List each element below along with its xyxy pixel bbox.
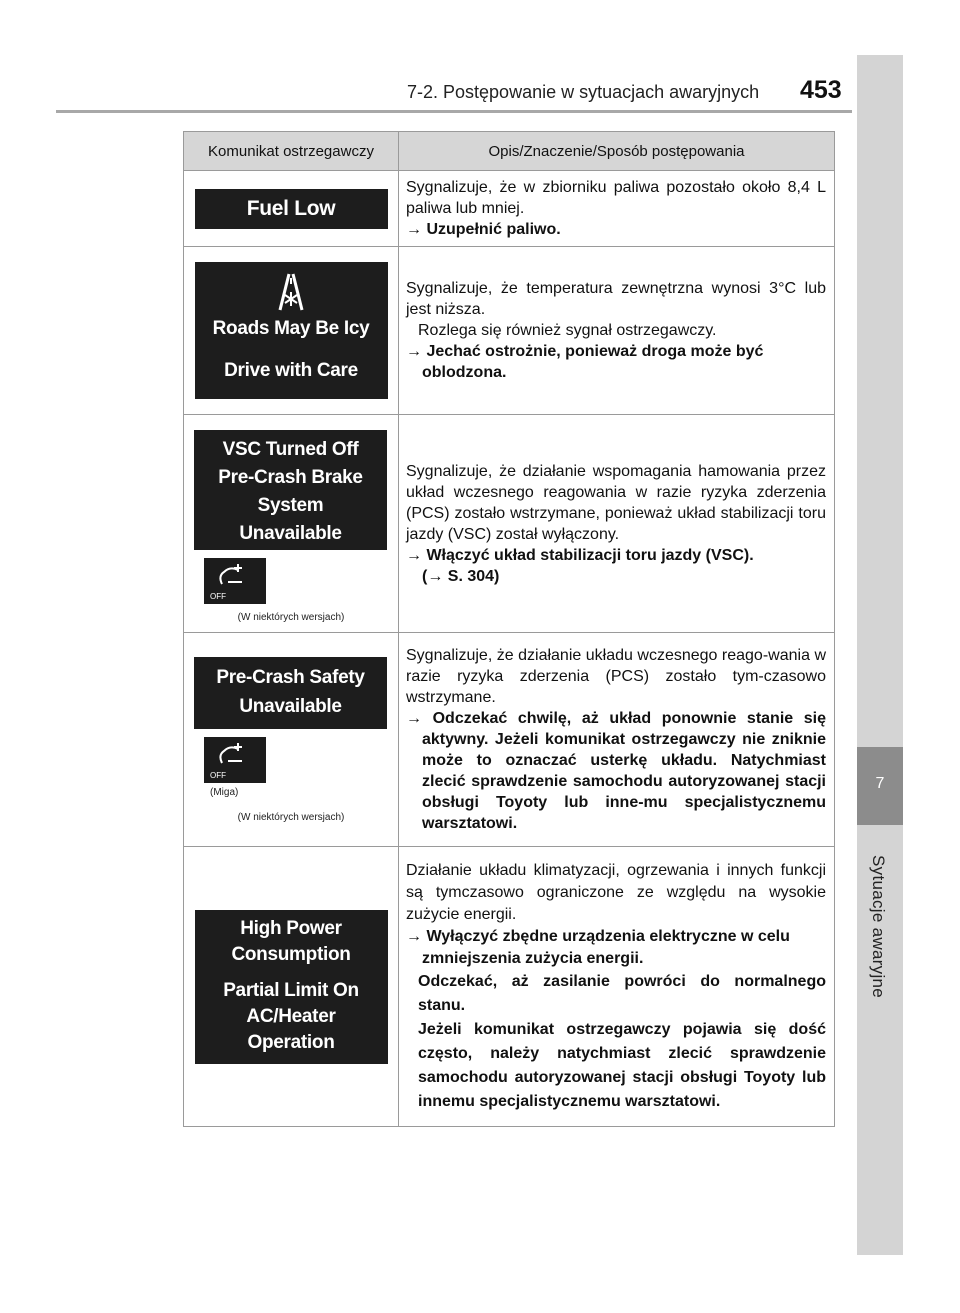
off-label: OFF — [210, 592, 226, 601]
table-row — [184, 247, 835, 415]
message-cell — [184, 171, 399, 247]
icy-road-icon — [274, 270, 308, 314]
section-title: 7-2. Postępowanie w sytuacjach awaryjnych — [407, 82, 760, 102]
table-row — [184, 415, 835, 633]
display-line: Partial Limit On — [223, 979, 359, 1001]
action-label: Wyłączyć zbędne urządzenia elektryczne w celu zmniejszenia zużycia energii. — [422, 927, 790, 967]
message-cell — [184, 415, 399, 633]
chapter-title: Sytuacje awaryjne — [869, 855, 888, 999]
display-line: High Power — [240, 917, 342, 939]
action-label: Jechać ostrożnie, ponieważ droga może być oblodzona. — [422, 343, 764, 381]
description-text: Sygnalizuje, że działanie układu wczesnego reago-wania w razie ryzyka zderzenia (PCS) zostało tym-czasowo wstrzymane. — [406, 647, 826, 706]
description-cell — [399, 415, 835, 633]
display-line: Pre-Crash Brake — [218, 467, 363, 488]
table-row — [184, 847, 835, 1127]
display-message-vsc-off — [194, 430, 387, 550]
action-text — [406, 219, 826, 240]
display-line: VSC Turned Off — [222, 439, 359, 460]
header-divider — [56, 110, 852, 113]
action-text — [406, 708, 826, 834]
display-line: Consumption — [231, 943, 351, 965]
pcs-warning-icon — [216, 741, 252, 771]
pcs-off-indicator-icon — [204, 558, 266, 604]
display-message-pcs-unavailable — [194, 657, 387, 729]
page-number: 453 — [800, 76, 842, 104]
description-text: Sygnalizuje, że w zbiorniku paliwa pozostało około 8,4 L paliwa lub mniej. — [406, 179, 826, 217]
description-text: Sygnalizuje, że temperatura zewnętrzna wynosi 3°C lub jest niższa. — [406, 280, 826, 318]
pcs-off-indicator-icon — [204, 737, 266, 783]
arrow-icon: → — [406, 710, 433, 727]
action-text — [406, 926, 826, 970]
display-line: Unavailable — [239, 695, 342, 717]
variant-note: (W niektórych wersjach) — [237, 612, 345, 623]
display-line: Drive with Care — [224, 360, 358, 381]
header-description: Opis/Znaczenie/Sposób postępowania — [399, 132, 835, 171]
warning-messages-table — [183, 131, 835, 1127]
description-text: Działanie układu klimatyzacji, ogrzewania i innych funkcji są tymczasowo ograniczone ze względu na wysokie zużycie energii. — [406, 861, 826, 923]
arrow-icon: → — [406, 546, 427, 564]
display-message-fuel-low — [195, 189, 388, 229]
display-line: System — [257, 495, 324, 516]
table-row — [184, 171, 835, 247]
action-label: Włączyć układ stabilizacji toru jazdy (VSC). — [426, 546, 754, 564]
follow-up-text: Odczekać, aż zasilanie powróci do normalnego stanu. — [418, 972, 826, 1014]
pcs-warning-icon — [216, 562, 252, 592]
display-message-high-power — [195, 910, 388, 1064]
arrow-icon: → — [406, 927, 427, 945]
extra-text: Rozlega się również sygnał ostrzegawczy. — [418, 322, 717, 339]
description-cell — [399, 247, 835, 415]
reference-label: S. 304) — [447, 567, 500, 585]
action-text — [406, 341, 826, 383]
off-label: OFF — [210, 770, 226, 780]
display-line: Unavailable — [239, 523, 342, 544]
description-text: Sygnalizuje, że działanie wspomagania hamowania przez układ wczesnego reagowania w razie ryzyka zderzenia (PCS) zostało wstrzymane, ponieważ układ stabilizacji toru jazdy (VSC) został wyłączony. — [406, 462, 826, 543]
action-label: Uzupełnić paliwo. — [426, 221, 561, 238]
header-message: Komunikat ostrzegawczy — [184, 132, 399, 171]
chapter-number: 7 — [875, 775, 885, 792]
variant-note: (W niektórych wersjach) — [237, 811, 345, 823]
display-line: Pre-Crash Safety — [216, 666, 365, 688]
chapter-tab — [857, 55, 903, 1255]
display-line: Fuel Low — [246, 196, 336, 220]
follow-up-text: Jeżeli komunikat ostrzegawczy pojawia się dość często, należy natychmiast zlecić sprawdzenie samochodu autoryzowanej stacji obsługi Toyoty lub innemu specjalistycznemu warsztatowi. — [418, 1020, 826, 1110]
table-header-row — [184, 132, 835, 171]
table-row — [184, 633, 835, 847]
description-cell — [399, 633, 835, 847]
action-text — [406, 545, 826, 566]
reference-text: (→ S. 304) — [422, 567, 500, 585]
action-label: Odczekać chwilę, aż układ ponownie stanie się aktywny. Jeżeli komunikat ostrzegawczy nie zniknie może to oznaczać usterkę układu. Natychmiast zlecić sprawdzenie samochodu autoryzowanej stacji obsługi Toyoty lub inne-mu specjalistycznemu warsztatowi. — [422, 710, 826, 832]
arrow-icon: → — [406, 221, 427, 238]
message-cell — [184, 247, 399, 415]
description-cell — [399, 171, 835, 247]
display-message-icy-roads — [195, 262, 388, 399]
blink-note: (Miga) — [210, 786, 239, 798]
message-cell — [184, 847, 399, 1127]
arrow-icon: → — [427, 567, 448, 585]
display-line: AC/Heater — [246, 1005, 336, 1027]
description-cell — [399, 847, 835, 1127]
message-cell — [184, 633, 399, 847]
arrow-icon: → — [406, 343, 427, 360]
display-line: Roads May Be Icy — [212, 318, 370, 339]
display-line: Operation — [247, 1031, 335, 1053]
